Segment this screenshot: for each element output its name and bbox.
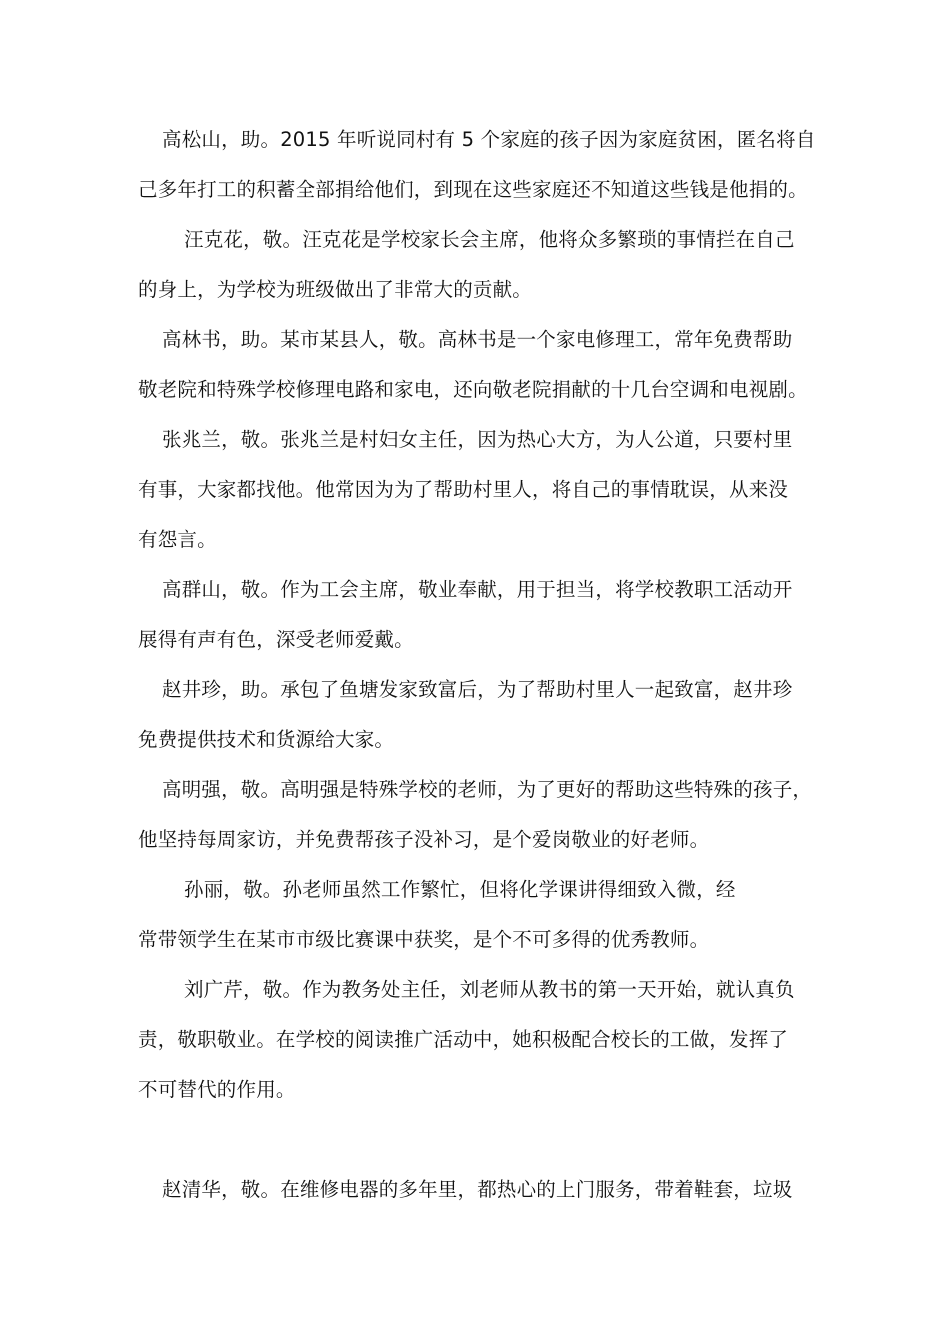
paragraph-line: 高明强，敬。高明强是特殊学校的老师，为了更好的帮助这些特殊的孩子， (162, 778, 813, 801)
paragraph-line: 展得有声有色，深受老师爱戴。 (138, 628, 414, 651)
paragraph-line: 不可替代的作用。 (138, 1078, 296, 1101)
paragraph-line: 己多年打工的积蓄全部捐给他们，到现在这些家庭还不知道这些钱是他捐的。 (138, 178, 808, 201)
paragraph-line: 赵井珍，助。承包了鱼塘发家致富后，为了帮助村里人一起致富，赵井珍 (162, 678, 793, 701)
paragraph-line: 张兆兰，敬。张兆兰是村妇女主任，因为热心大方，为人公道，只要村里 (162, 428, 793, 451)
paragraph-line: 高林书，助。某市某县人，敬。高林书是一个家电修理工，常年免费帮助 (162, 328, 793, 351)
paragraph-line: 的身上，为学校为班级做出了非常大的贡献。 (138, 278, 533, 301)
paragraph-line: 高群山，敬。作为工会主席，敬业奉献，用于担当，将学校教职工活动开 (162, 578, 793, 601)
paragraph-line: 赵清华，敬。在维修电器的多年里，都热心的上门服务，带着鞋套，垃圾 (162, 1178, 793, 1201)
paragraph-line: 有怨言。 (138, 528, 217, 551)
paragraph-line: 高松山，助。2015 年听说同村有 5 个家庭的孩子因为家庭贫困，匿名将自 (162, 128, 816, 151)
paragraph-line: 常带领学生在某市市级比赛课中获奖，是个不可多得的优秀教师。 (138, 928, 710, 951)
paragraph-line: 责，敬职敬业。在学校的阅读推广活动中，她积极配合校长的工做，发挥了 (138, 1028, 789, 1051)
paragraph-line: 他坚持每周家访，并免费帮孩子没补习，是个爱岗敬业的好老师。 (138, 828, 710, 851)
paragraph-line: 刘广芹，敬。作为教务处主任，刘老师从教书的第一天开始，就认真负 (184, 978, 795, 1001)
paragraph-line: 有事，大家都找他。他常因为为了帮助村里人，将自己的事情耽误，从来没 (138, 478, 789, 501)
paragraph-line: 免费提供技术和货源给大家。 (138, 728, 395, 751)
paragraph-line: 孙丽，敬。孙老师虽然工作繁忙，但将化学课讲得细致入微，经 (184, 878, 736, 901)
paragraph-line: 汪克花，敬。汪克花是学校家长会主席，他将众多繁琐的事情拦在自己 (184, 228, 795, 251)
paragraph-line: 敬老院和特殊学校修理电路和家电，还向敬老院捐献的十几台空调和电视剧。 (138, 378, 808, 401)
